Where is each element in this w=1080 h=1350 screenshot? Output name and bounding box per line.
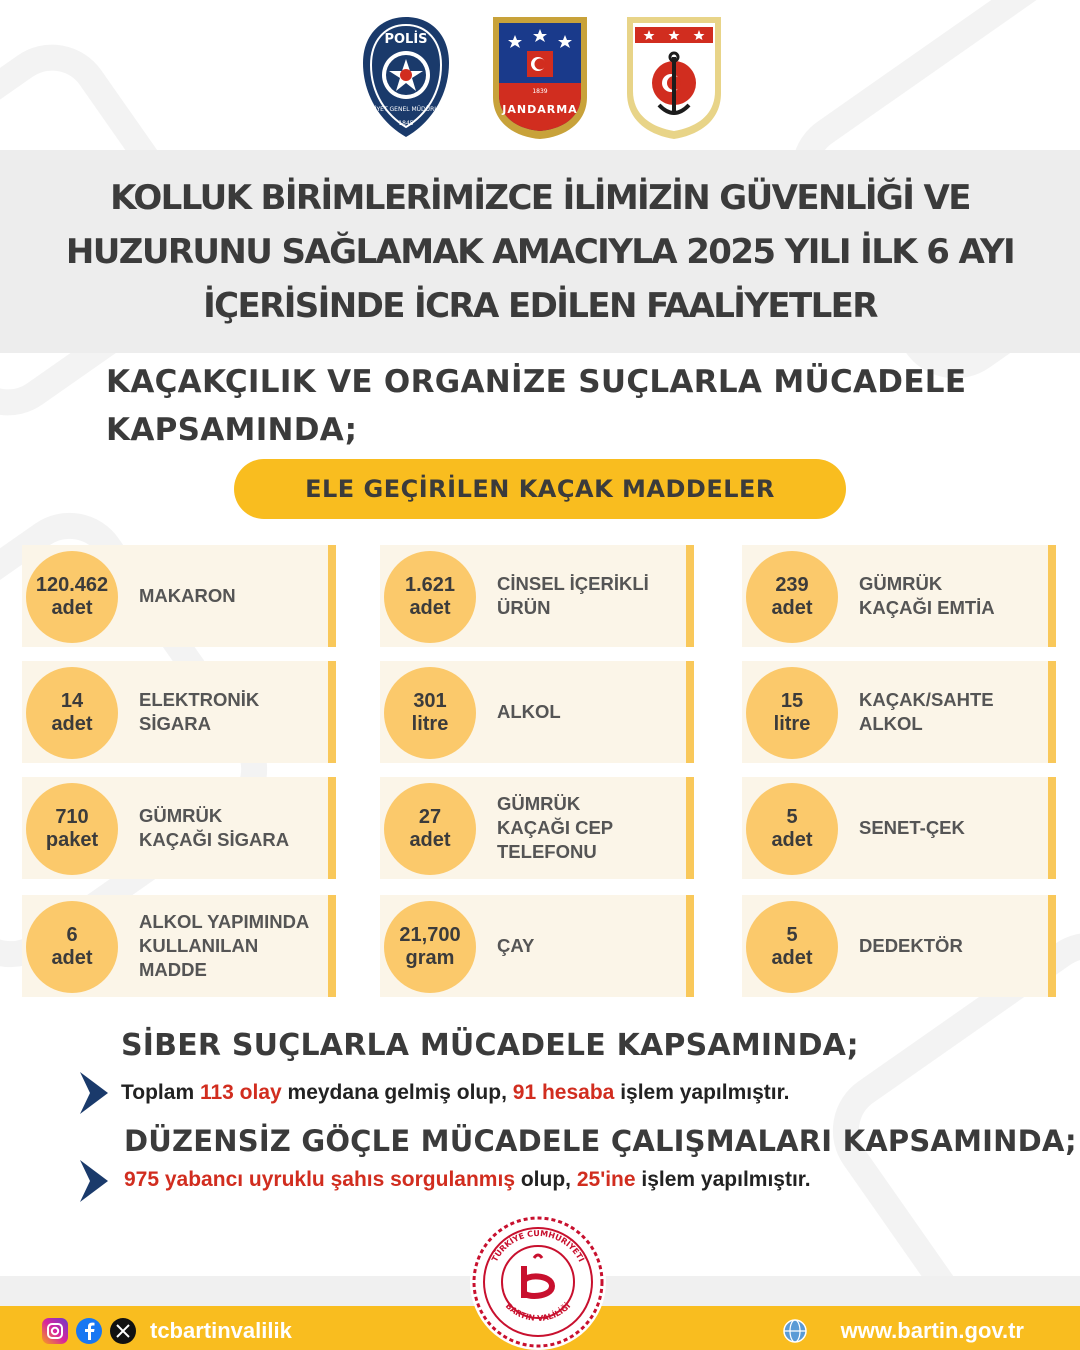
- item-quantity-badge: [384, 783, 476, 875]
- title-band: [0, 150, 1080, 353]
- seized-item-card: [742, 777, 1056, 879]
- chevron-right-icon: [78, 1072, 108, 1114]
- logo-row: [0, 12, 1080, 142]
- cyber-text-2: meydana gelmiş olup,: [287, 1081, 513, 1104]
- item-unit: paket: [45, 829, 99, 851]
- item-label: KAÇAK/SAHTE ALKOL: [859, 689, 994, 734]
- seal-top-text: TÜRKİYE CUMHURİYETİ: [490, 1228, 586, 1264]
- item-value: 27: [418, 806, 442, 828]
- jandarma-year: 1839: [532, 88, 548, 95]
- card-accent-bar: [686, 661, 694, 763]
- police-year: 1845: [398, 120, 414, 127]
- item-label: GÜMRÜK KAÇAĞI EMTİA: [859, 573, 995, 618]
- x-icon[interactable]: [110, 1318, 136, 1344]
- item-value: 5: [786, 924, 798, 946]
- social-handle[interactable]: tcbartinvalilik: [150, 1318, 292, 1343]
- seized-item-card: [742, 661, 1056, 763]
- item-value: 14: [60, 690, 84, 712]
- migration-processed-count: 25'ine: [576, 1168, 636, 1191]
- item-value: 21,700: [399, 924, 461, 946]
- item-unit: litre: [773, 713, 811, 735]
- item-label: GÜMRÜK KAÇAĞI CEP TELEFONU: [497, 793, 614, 862]
- cyber-text-1: Toplam: [121, 1081, 200, 1104]
- item-label: ALKOL YAPIMINDA KULLANILAN MADDE: [139, 911, 310, 980]
- facebook-icon[interactable]: [76, 1318, 102, 1344]
- police-ring-text: EMNİYET GENEL MÜDÜRLÜĞÜ: [361, 106, 451, 113]
- website-link[interactable]: www.bartin.gov.tr: [840, 1318, 1024, 1343]
- cyber-summary-line: [121, 1081, 789, 1105]
- card-accent-bar: [1048, 545, 1056, 647]
- jandarma-text: JANDARMA: [502, 103, 578, 116]
- item-label: ELEKTRONİK SİGARA: [139, 689, 260, 734]
- smuggling-section-heading: KAÇAKÇILIK VE ORGANİZE SUÇLARLA MÜCADELE KAPSAMINDA;: [106, 364, 967, 448]
- item-unit: adet: [51, 947, 93, 969]
- item-value: 301: [413, 690, 447, 712]
- card-accent-bar: [328, 895, 336, 997]
- seized-item-card: [22, 661, 336, 763]
- item-unit: adet: [51, 597, 93, 619]
- card-accent-bar: [686, 777, 694, 879]
- chevron-right-icon: [78, 1160, 108, 1202]
- card-accent-bar: [686, 895, 694, 997]
- item-value: 15: [780, 690, 804, 712]
- item-unit: adet: [771, 597, 813, 619]
- item-unit: litre: [411, 713, 449, 735]
- seized-item-card: [380, 545, 694, 647]
- card-accent-bar: [1048, 777, 1056, 879]
- seized-item-card: [742, 545, 1056, 647]
- item-label: GÜMRÜK KAÇAĞI SİGARA: [139, 805, 290, 850]
- item-value: 6: [66, 924, 78, 946]
- item-quantity-badge: [746, 551, 838, 643]
- item-quantity-badge: [384, 901, 476, 993]
- seized-items-pill: ELE GEÇİRİLEN KAÇAK MADDELER: [234, 459, 846, 519]
- item-quantity-badge: [384, 551, 476, 643]
- migration-section-heading: DÜZENSİZ GÖÇLE MÜCADELE ÇALIŞMALARI KAPSAMINDA;: [124, 1124, 1077, 1158]
- item-unit: adet: [51, 713, 93, 735]
- item-quantity-badge: [26, 667, 118, 759]
- seized-item-card: [22, 895, 336, 997]
- item-value: 710: [55, 806, 89, 828]
- globe-icon: [782, 1318, 808, 1344]
- seized-item-card: [22, 545, 336, 647]
- item-quantity-badge: [26, 783, 118, 875]
- seized-item-card: [380, 895, 694, 997]
- item-value: 120.462: [35, 574, 109, 596]
- social-icons: [42, 1318, 136, 1344]
- page-title: KOLLUK BİRİMLERİMİZCE İLİMİZİN GÜVENLİĞİ VE HUZURUNU SAĞLAMAK AMACIYLA 2025 YILI İLK 6 AYI İÇERİSİNDE İCRA EDİLEN FAALİYETLER: [65, 177, 1015, 326]
- item-value: 1.621: [404, 574, 456, 596]
- card-accent-bar: [686, 545, 694, 647]
- item-unit: adet: [409, 597, 451, 619]
- seized-item-card: [22, 777, 336, 879]
- instagram-icon[interactable]: [42, 1318, 68, 1344]
- item-label: SENET-ÇEK: [859, 817, 965, 838]
- jandarma-logo: [485, 13, 595, 141]
- card-accent-bar: [328, 777, 336, 879]
- item-unit: adet: [771, 947, 813, 969]
- card-accent-bar: [328, 545, 336, 647]
- item-quantity-badge: [746, 783, 838, 875]
- item-quantity-badge: [26, 551, 118, 643]
- item-unit: adet: [771, 829, 813, 851]
- item-label: ÇAY: [497, 935, 535, 956]
- seal-bottom-text: BARTIN VALİLİĞİ: [503, 1301, 573, 1323]
- item-label: CİNSEL İÇERİKLİ ÜRÜN: [497, 573, 649, 618]
- item-quantity-badge: [746, 901, 838, 993]
- migration-summary-line: [124, 1168, 811, 1192]
- cyber-text-3: işlem yapılmıştır.: [620, 1081, 790, 1104]
- migration-text-2: işlem yapılmıştır.: [641, 1168, 811, 1191]
- item-quantity-badge: [746, 667, 838, 759]
- item-unit: adet: [409, 829, 451, 851]
- item-unit: gram: [405, 947, 455, 969]
- item-quantity-badge: [26, 901, 118, 993]
- card-accent-bar: [328, 661, 336, 763]
- card-accent-bar: [1048, 895, 1056, 997]
- card-accent-bar: [1048, 661, 1056, 763]
- seized-item-card: [742, 895, 1056, 997]
- migration-queried-count: 975 yabancı uyruklu şahıs sorgulanmış: [124, 1168, 515, 1191]
- police-logo: [351, 13, 461, 141]
- police-top-text: POLİS: [384, 32, 428, 47]
- item-label: DEDEKTÖR: [859, 935, 963, 956]
- cyber-section-heading: SİBER SUÇLARLA MÜCADELE KAPSAMINDA;: [121, 1028, 859, 1063]
- bartin-governorship-seal: [468, 1212, 608, 1350]
- item-label: ALKOL: [497, 701, 561, 722]
- migration-text-1: olup,: [520, 1168, 577, 1191]
- seized-item-card: [380, 661, 694, 763]
- seized-item-card: [380, 777, 694, 879]
- item-value: 5: [786, 806, 798, 828]
- cyber-incident-count: 113 olay: [199, 1081, 282, 1104]
- cyber-account-count: 91 hesaba: [512, 1081, 615, 1104]
- item-quantity-badge: [384, 667, 476, 759]
- item-label: MAKARON: [139, 585, 236, 606]
- item-value: 239: [775, 574, 809, 596]
- coast-guard-logo: [619, 13, 729, 141]
